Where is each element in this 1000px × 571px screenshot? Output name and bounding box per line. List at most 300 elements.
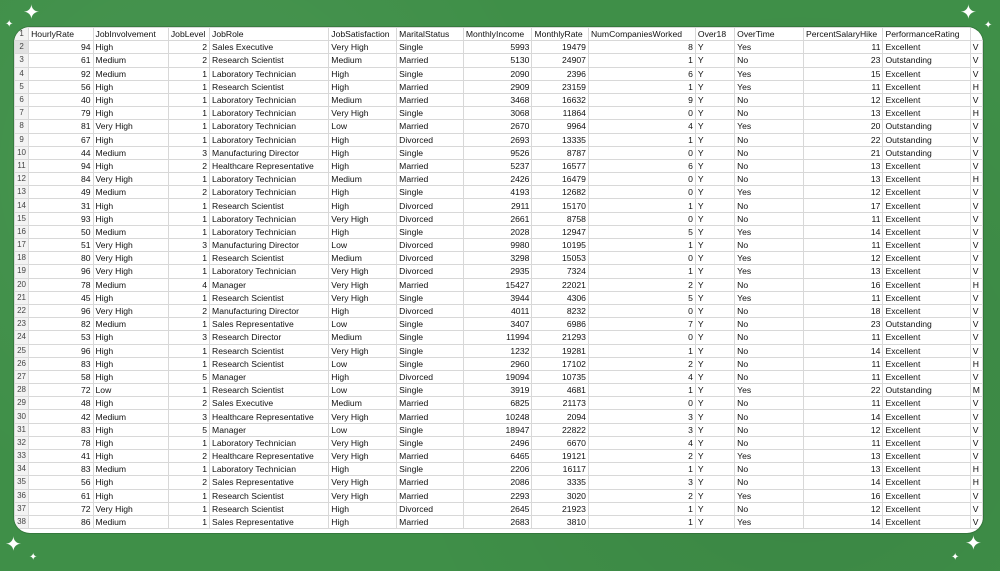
table-cell[interactable]: Medium [93, 278, 168, 291]
table-cell[interactable]: Divorced [397, 252, 464, 265]
row-number[interactable]: 23 [15, 318, 29, 331]
table-cell[interactable]: 10735 [532, 370, 589, 383]
table-cell[interactable]: 2670 [463, 120, 532, 133]
table-cell[interactable]: Excellent [883, 225, 970, 238]
table-cell[interactable]: 2683 [463, 515, 532, 528]
table-cell[interactable]: 84 [29, 173, 93, 186]
table-cell[interactable]: H [970, 80, 982, 93]
table-cell[interactable]: Single [397, 463, 464, 476]
table-cell[interactable]: 13 [804, 463, 883, 476]
table-cell[interactable]: Medium [329, 331, 397, 344]
table-cell[interactable]: 3335 [532, 476, 589, 489]
table-cell[interactable]: 4 [168, 278, 209, 291]
table-cell[interactable]: Single [397, 67, 464, 80]
table-cell[interactable]: H [970, 463, 982, 476]
table-cell[interactable]: 3407 [463, 318, 532, 331]
table-cell[interactable]: 9526 [463, 146, 532, 159]
table-cell[interactable]: 2 [168, 397, 209, 410]
table-cell[interactable]: No [735, 397, 804, 410]
table-cell[interactable]: Medium [329, 173, 397, 186]
table-cell[interactable]: 4011 [463, 304, 532, 317]
table-cell[interactable]: 11 [804, 41, 883, 54]
table-cell[interactable]: Y [695, 489, 734, 502]
table-cell[interactable]: 45 [29, 291, 93, 304]
table-cell[interactable]: V [970, 410, 982, 423]
table-cell[interactable]: Y [695, 344, 734, 357]
table-cell[interactable]: V [970, 502, 982, 515]
table-cell[interactable]: Laboratory Technician [210, 225, 329, 238]
table-cell[interactable]: Single [397, 41, 464, 54]
table-cell[interactable]: 22822 [532, 423, 589, 436]
table-cell[interactable]: 8787 [532, 146, 589, 159]
table-cell[interactable]: Sales Representative [210, 476, 329, 489]
table-cell[interactable]: 11 [804, 239, 883, 252]
table-cell[interactable]: 2028 [463, 225, 532, 238]
row-number[interactable]: 6 [15, 93, 29, 106]
table-cell[interactable]: High [93, 212, 168, 225]
table-cell[interactable]: Y [695, 515, 734, 528]
row-number[interactable]: 14 [15, 199, 29, 212]
table-cell[interactable]: 1 [168, 357, 209, 370]
table-cell[interactable]: Yes [735, 450, 804, 463]
table-cell[interactable]: Y [695, 133, 734, 146]
table-cell[interactable]: 5 [588, 291, 695, 304]
row-number[interactable]: 22 [15, 304, 29, 317]
table-cell[interactable]: Very High [93, 239, 168, 252]
table-cell[interactable]: Very High [329, 291, 397, 304]
table-cell[interactable]: 12 [804, 93, 883, 106]
table-cell[interactable]: 78 [29, 278, 93, 291]
table-cell[interactable]: 15 [804, 67, 883, 80]
table-cell[interactable]: 16 [804, 278, 883, 291]
table-cell[interactable]: Excellent [883, 515, 970, 528]
column-header[interactable]: JobRole [210, 28, 329, 41]
table-cell[interactable]: Low [329, 120, 397, 133]
column-header[interactable]: OverTime [735, 28, 804, 41]
table-cell[interactable]: V [970, 186, 982, 199]
table-cell[interactable]: V [970, 331, 982, 344]
table-cell[interactable]: 31 [29, 199, 93, 212]
table-cell[interactable]: Research Director [210, 331, 329, 344]
table-cell[interactable]: 2935 [463, 265, 532, 278]
table-cell[interactable]: 11 [804, 357, 883, 370]
table-cell[interactable]: Very High [329, 410, 397, 423]
table-cell[interactable]: High [93, 93, 168, 106]
table-cell[interactable]: Low [93, 384, 168, 397]
table-cell[interactable]: 11 [804, 370, 883, 383]
table-cell[interactable]: 44 [29, 146, 93, 159]
table-cell[interactable]: V [970, 423, 982, 436]
table-cell[interactable]: Outstanding [883, 146, 970, 159]
column-header[interactable]: MonthlyIncome [463, 28, 532, 41]
table-cell[interactable]: 22021 [532, 278, 589, 291]
table-cell[interactable]: 3 [588, 410, 695, 423]
row-number[interactable]: 19 [15, 265, 29, 278]
table-cell[interactable]: Y [695, 186, 734, 199]
table-cell[interactable]: Single [397, 146, 464, 159]
table-cell[interactable]: 96 [29, 265, 93, 278]
table-cell[interactable]: 78 [29, 436, 93, 449]
table-cell[interactable]: No [735, 107, 804, 120]
table-cell[interactable]: V [970, 212, 982, 225]
table-cell[interactable]: Research Scientist [210, 252, 329, 265]
table-cell[interactable]: Y [695, 463, 734, 476]
table-cell[interactable]: 3020 [532, 489, 589, 502]
table-cell[interactable]: 19479 [532, 41, 589, 54]
table-cell[interactable]: Excellent [883, 67, 970, 80]
table-cell[interactable]: Excellent [883, 186, 970, 199]
table-cell[interactable]: Single [397, 107, 464, 120]
table-cell[interactable]: Y [695, 370, 734, 383]
table-cell[interactable]: 1 [168, 291, 209, 304]
table-cell[interactable]: Y [695, 502, 734, 515]
table-cell[interactable]: 14 [804, 410, 883, 423]
table-cell[interactable]: 48 [29, 397, 93, 410]
table-cell[interactable]: Single [397, 436, 464, 449]
table-cell[interactable]: No [735, 278, 804, 291]
table-cell[interactable]: 10248 [463, 410, 532, 423]
table-cell[interactable]: Low [329, 384, 397, 397]
table-cell[interactable]: High [93, 476, 168, 489]
table-cell[interactable]: Medium [93, 54, 168, 67]
row-number[interactable]: 32 [15, 436, 29, 449]
column-header[interactable]: JobInvolvement [93, 28, 168, 41]
table-cell[interactable]: Research Scientist [210, 344, 329, 357]
table-cell[interactable]: V [970, 304, 982, 317]
table-cell[interactable]: Divorced [397, 304, 464, 317]
table-cell[interactable]: Married [397, 120, 464, 133]
table-cell[interactable]: High [93, 291, 168, 304]
table-cell[interactable]: No [735, 54, 804, 67]
table-cell[interactable]: 2 [168, 450, 209, 463]
table-cell[interactable]: Research Scientist [210, 489, 329, 502]
table-cell[interactable]: Yes [735, 225, 804, 238]
table-cell[interactable]: 1 [168, 265, 209, 278]
table-cell[interactable]: Medium [93, 146, 168, 159]
table-cell[interactable]: 13 [804, 450, 883, 463]
table-cell[interactable]: Very High [329, 107, 397, 120]
table-cell[interactable]: Single [397, 331, 464, 344]
table-cell[interactable]: Medium [93, 67, 168, 80]
table-cell[interactable]: Sales Representative [210, 515, 329, 528]
row-number[interactable]: 25 [15, 344, 29, 357]
table-cell[interactable]: 72 [29, 384, 93, 397]
table-cell[interactable]: 56 [29, 476, 93, 489]
row-number[interactable]: 28 [15, 384, 29, 397]
row-number[interactable]: 18 [15, 252, 29, 265]
table-cell[interactable]: 3298 [463, 252, 532, 265]
table-cell[interactable]: V [970, 397, 982, 410]
table-cell[interactable]: 1 [168, 173, 209, 186]
table-cell[interactable]: 17102 [532, 357, 589, 370]
table-cell[interactable]: Y [695, 331, 734, 344]
table-cell[interactable]: V [970, 344, 982, 357]
table-cell[interactable]: 1232 [463, 344, 532, 357]
table-cell[interactable]: 0 [588, 397, 695, 410]
table-cell[interactable]: 18947 [463, 423, 532, 436]
column-header[interactable]: PerformanceRating [883, 28, 970, 41]
table-cell[interactable]: 7324 [532, 265, 589, 278]
table-cell[interactable]: Laboratory Technician [210, 463, 329, 476]
table-cell[interactable]: Married [397, 489, 464, 502]
table-cell[interactable]: 5 [168, 370, 209, 383]
table-cell[interactable]: 2 [588, 450, 695, 463]
table-cell[interactable]: 13 [804, 159, 883, 172]
table-cell[interactable]: Very High [93, 502, 168, 515]
table-cell[interactable]: 11 [804, 331, 883, 344]
table-cell[interactable]: 5 [168, 423, 209, 436]
table-cell[interactable]: 1 [168, 384, 209, 397]
table-cell[interactable]: 22 [804, 384, 883, 397]
row-number[interactable]: 37 [15, 502, 29, 515]
table-cell[interactable]: Married [397, 476, 464, 489]
table-cell[interactable]: 1 [168, 252, 209, 265]
table-cell[interactable]: 2426 [463, 173, 532, 186]
table-cell[interactable]: 8232 [532, 304, 589, 317]
table-cell[interactable]: Very High [329, 436, 397, 449]
table-cell[interactable]: Excellent [883, 436, 970, 449]
table-cell[interactable]: 2 [588, 357, 695, 370]
table-cell[interactable]: V [970, 252, 982, 265]
table-cell[interactable]: 16 [804, 489, 883, 502]
table-cell[interactable]: Laboratory Technician [210, 212, 329, 225]
table-cell[interactable]: 42 [29, 410, 93, 423]
table-cell[interactable]: 0 [588, 107, 695, 120]
table-cell[interactable]: 11 [804, 397, 883, 410]
table-cell[interactable]: Outstanding [883, 133, 970, 146]
table-cell[interactable]: Research Scientist [210, 291, 329, 304]
table-cell[interactable]: Very High [93, 173, 168, 186]
table-cell[interactable]: Married [397, 173, 464, 186]
table-cell[interactable]: 2661 [463, 212, 532, 225]
row-number[interactable]: 38 [15, 515, 29, 528]
table-cell[interactable]: 11 [804, 212, 883, 225]
table-cell[interactable]: 72 [29, 502, 93, 515]
table-cell[interactable]: Y [695, 436, 734, 449]
table-cell[interactable]: Excellent [883, 489, 970, 502]
table-cell[interactable]: 1 [588, 515, 695, 528]
table-cell[interactable]: 2 [168, 304, 209, 317]
column-header[interactable]: MaritalStatus [397, 28, 464, 41]
table-cell[interactable]: V [970, 291, 982, 304]
table-cell[interactable]: Outstanding [883, 120, 970, 133]
table-cell[interactable]: 12 [804, 186, 883, 199]
table-cell[interactable]: Excellent [883, 463, 970, 476]
table-cell[interactable]: 23 [804, 54, 883, 67]
table-cell[interactable]: Married [397, 54, 464, 67]
table-cell[interactable]: Y [695, 252, 734, 265]
table-cell[interactable]: 0 [588, 304, 695, 317]
table-cell[interactable]: 1 [588, 199, 695, 212]
table-cell[interactable]: 86 [29, 515, 93, 528]
table-cell[interactable]: 51 [29, 239, 93, 252]
table-cell[interactable]: V [970, 450, 982, 463]
table-cell[interactable]: V [970, 199, 982, 212]
table-cell[interactable]: Y [695, 54, 734, 67]
table-cell[interactable]: 15427 [463, 278, 532, 291]
table-cell[interactable]: 20 [804, 120, 883, 133]
table-cell[interactable]: Manufacturing Director [210, 304, 329, 317]
table-cell[interactable]: 9980 [463, 239, 532, 252]
table-cell[interactable]: 92 [29, 67, 93, 80]
table-cell[interactable]: 2 [588, 278, 695, 291]
table-cell[interactable]: 61 [29, 54, 93, 67]
table-cell[interactable]: 23 [804, 318, 883, 331]
table-cell[interactable]: Very High [329, 212, 397, 225]
table-cell[interactable]: Y [695, 291, 734, 304]
table-cell[interactable]: V [970, 489, 982, 502]
table-cell[interactable]: 2911 [463, 199, 532, 212]
table-cell[interactable]: 21293 [532, 331, 589, 344]
table-cell[interactable]: 13 [804, 173, 883, 186]
table-cell[interactable]: Medium [329, 397, 397, 410]
table-cell[interactable]: 96 [29, 344, 93, 357]
table-cell[interactable]: High [329, 463, 397, 476]
table-cell[interactable]: 6 [588, 159, 695, 172]
table-cell[interactable]: High [329, 80, 397, 93]
table-cell[interactable]: 5993 [463, 41, 532, 54]
table-cell[interactable]: Excellent [883, 397, 970, 410]
table-cell[interactable]: Medium [93, 225, 168, 238]
table-cell[interactable]: V [970, 93, 982, 106]
row-number[interactable]: 11 [15, 159, 29, 172]
table-cell[interactable]: 82 [29, 318, 93, 331]
table-cell[interactable]: 6 [588, 67, 695, 80]
table-cell[interactable]: 1 [168, 225, 209, 238]
table-cell[interactable]: Research Scientist [210, 384, 329, 397]
table-cell[interactable]: Yes [735, 252, 804, 265]
table-cell[interactable]: 5 [588, 225, 695, 238]
table-cell[interactable]: No [735, 159, 804, 172]
table-cell[interactable]: 56 [29, 80, 93, 93]
table-cell[interactable]: High [93, 80, 168, 93]
table-cell[interactable]: Very High [329, 265, 397, 278]
table-cell[interactable]: H [970, 107, 982, 120]
table-cell[interactable]: 83 [29, 423, 93, 436]
table-cell[interactable]: Divorced [397, 265, 464, 278]
table-cell[interactable]: 14 [804, 476, 883, 489]
table-cell[interactable]: 2496 [463, 436, 532, 449]
table-cell[interactable]: 4 [588, 120, 695, 133]
row-number[interactable]: 13 [15, 186, 29, 199]
table-cell[interactable]: Y [695, 93, 734, 106]
table-cell[interactable]: Low [329, 318, 397, 331]
row-number[interactable]: 4 [15, 67, 29, 80]
table-cell[interactable]: Research Scientist [210, 502, 329, 515]
table-cell[interactable]: Excellent [883, 159, 970, 172]
table-cell[interactable]: Outstanding [883, 318, 970, 331]
row-number[interactable]: 36 [15, 489, 29, 502]
table-cell[interactable]: 0 [588, 331, 695, 344]
table-cell[interactable]: Y [695, 107, 734, 120]
table-cell[interactable]: No [735, 133, 804, 146]
table-cell[interactable]: Married [397, 93, 464, 106]
table-cell[interactable]: High [93, 397, 168, 410]
table-cell[interactable]: V [970, 225, 982, 238]
table-cell[interactable]: 2086 [463, 476, 532, 489]
table-cell[interactable]: Research Scientist [210, 80, 329, 93]
table-cell[interactable]: 1 [588, 384, 695, 397]
table-cell[interactable]: Married [397, 278, 464, 291]
table-cell[interactable]: 12 [804, 502, 883, 515]
table-cell[interactable]: Very High [329, 476, 397, 489]
table-cell[interactable]: No [735, 331, 804, 344]
table-cell[interactable]: 1 [168, 133, 209, 146]
table-cell[interactable]: 93 [29, 212, 93, 225]
table-cell[interactable]: Y [695, 397, 734, 410]
table-cell[interactable]: High [329, 370, 397, 383]
table-cell[interactable]: Y [695, 159, 734, 172]
table-cell[interactable]: Y [695, 384, 734, 397]
table-cell[interactable]: 1 [588, 80, 695, 93]
table-cell[interactable]: 3944 [463, 291, 532, 304]
table-cell[interactable]: Healthcare Representative [210, 450, 329, 463]
table-cell[interactable]: Y [695, 278, 734, 291]
row-number[interactable]: 15 [15, 212, 29, 225]
table-cell[interactable]: 5130 [463, 54, 532, 67]
table-cell[interactable]: Single [397, 344, 464, 357]
table-cell[interactable]: Low [329, 423, 397, 436]
column-header[interactable]: JobSatisfaction [329, 28, 397, 41]
table-cell[interactable]: High [329, 133, 397, 146]
table-cell[interactable]: Y [695, 239, 734, 252]
table-cell[interactable]: Research Scientist [210, 357, 329, 370]
table-cell[interactable]: V [970, 159, 982, 172]
table-cell[interactable]: Laboratory Technician [210, 265, 329, 278]
table-cell[interactable]: Excellent [883, 450, 970, 463]
table-cell[interactable]: 9 [588, 93, 695, 106]
table-cell[interactable]: Low [329, 239, 397, 252]
table-cell[interactable]: 16577 [532, 159, 589, 172]
table-cell[interactable]: 1 [588, 54, 695, 67]
table-cell[interactable]: 17 [804, 199, 883, 212]
table-cell[interactable]: 1 [168, 502, 209, 515]
table-cell[interactable]: No [735, 436, 804, 449]
table-cell[interactable]: Excellent [883, 239, 970, 252]
table-cell[interactable]: Excellent [883, 265, 970, 278]
table-cell[interactable]: High [329, 515, 397, 528]
table-cell[interactable]: 3468 [463, 93, 532, 106]
table-cell[interactable]: Married [397, 159, 464, 172]
column-header[interactable]: HourlyRate [29, 28, 93, 41]
table-cell[interactable]: High [93, 436, 168, 449]
table-cell[interactable]: High [329, 225, 397, 238]
table-cell[interactable]: 2693 [463, 133, 532, 146]
table-cell[interactable]: 3 [588, 423, 695, 436]
row-number[interactable]: 26 [15, 357, 29, 370]
table-cell[interactable]: 2090 [463, 67, 532, 80]
row-number[interactable]: 31 [15, 423, 29, 436]
row-number[interactable]: 34 [15, 463, 29, 476]
table-cell[interactable]: Y [695, 41, 734, 54]
table-cell[interactable]: Y [695, 318, 734, 331]
table-cell[interactable]: 0 [588, 173, 695, 186]
table-cell[interactable]: No [735, 199, 804, 212]
table-cell[interactable]: 21 [804, 146, 883, 159]
table-cell[interactable]: 1 [168, 199, 209, 212]
table-cell[interactable]: Medium [93, 186, 168, 199]
table-cell[interactable]: 11 [804, 80, 883, 93]
table-cell[interactable]: Very High [93, 304, 168, 317]
table-cell[interactable]: 14 [804, 515, 883, 528]
table-cell[interactable]: 2094 [532, 410, 589, 423]
table-cell[interactable]: 53 [29, 331, 93, 344]
table-cell[interactable]: Outstanding [883, 384, 970, 397]
table-cell[interactable]: 4306 [532, 291, 589, 304]
table-cell[interactable]: 94 [29, 159, 93, 172]
table-cell[interactable]: 11 [804, 436, 883, 449]
table-cell[interactable]: 18 [804, 304, 883, 317]
